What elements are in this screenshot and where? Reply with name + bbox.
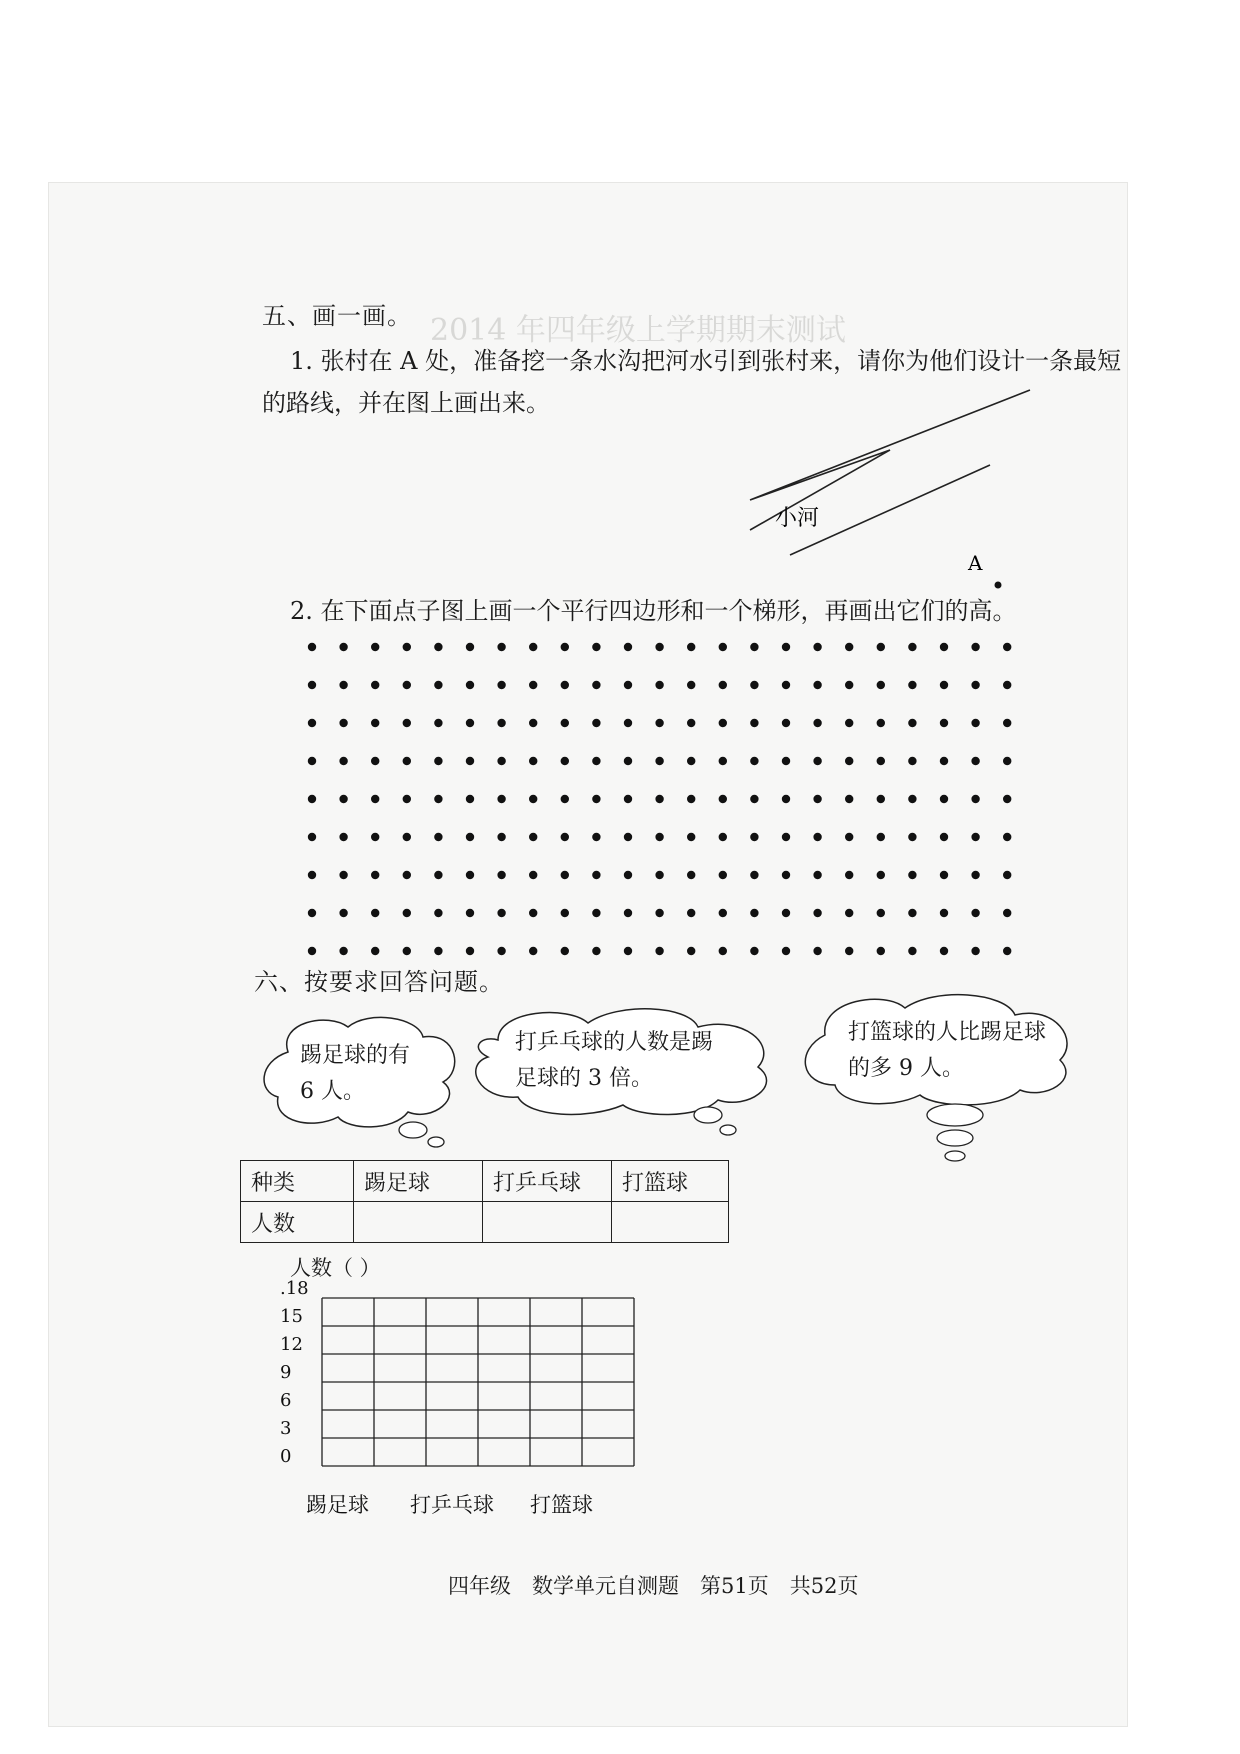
grid-dot [719,909,727,917]
page-footer: 四年级 数学单元自测题 第51页 共52页 [448,1574,859,1598]
grid-dot [655,643,663,651]
grid-dot [877,681,885,689]
grid-dot [813,871,821,879]
grid-dot [371,795,379,803]
grid-dot [466,795,474,803]
grid-dot [971,947,979,955]
grid-dot [719,681,727,689]
grid-dot [687,909,695,917]
section-6-title: 六、按要求回答问题。 [254,968,504,996]
grid-dot [845,795,853,803]
grid-dot [687,757,695,765]
grid-dot [561,681,569,689]
grid-dot [1003,833,1011,841]
grid-dot [561,833,569,841]
grid-dot [497,719,505,727]
grid-dot [750,643,758,651]
grid-dot [782,947,790,955]
table-row [241,1202,729,1243]
grid-dot [529,909,537,917]
grid-dot [497,909,505,917]
grid-dot [529,947,537,955]
grid-dot [371,681,379,689]
river-label: 小河 [775,506,820,531]
grid-dot [434,643,442,651]
grid-dot [308,795,316,803]
table-header-cell: 打乒乓球 [483,1161,612,1202]
grid-dot [497,871,505,879]
grid-dot [403,795,411,803]
grid-dot [845,833,853,841]
grid-dot [813,757,821,765]
grid-dot [971,681,979,689]
grid-dot [624,643,632,651]
grid-dot [592,643,600,651]
y-tick-label: 6 [280,1390,292,1411]
grid-dot [719,719,727,727]
grid-dot [371,757,379,765]
grid-dot [655,909,663,917]
grid-dot [813,909,821,917]
grid-dot [371,871,379,879]
grid-dot [845,643,853,651]
grid-dot [750,681,758,689]
answer-cell-football[interactable] [354,1202,483,1243]
grid-dot [655,681,663,689]
grid-dot [466,833,474,841]
table-header-cell: 种类 [241,1161,354,1202]
grid-dot [813,719,821,727]
grid-dot [466,757,474,765]
grid-dot [1003,909,1011,917]
grid-dot [371,947,379,955]
grid-dot [529,833,537,841]
grid-dot [940,909,948,917]
grid-dot [877,871,885,879]
grid-dot [403,947,411,955]
grid-dot [782,795,790,803]
grid-dot [908,643,916,651]
grid-dot [845,909,853,917]
table-header-row [241,1161,729,1202]
grid-dot [592,833,600,841]
y-tick-label: .18 [280,1278,309,1299]
grid-dot [308,947,316,955]
grid-dot [434,947,442,955]
y-tick-label: 3 [280,1418,292,1439]
section-5-title: 五、画一画。 [262,302,412,330]
grid-dot [1003,871,1011,879]
y-tick-label: 0 [280,1446,292,1467]
grid-dot [940,947,948,955]
grid-dot [813,833,821,841]
grid-dot [339,757,347,765]
grid-dot [719,757,727,765]
grid-dot [561,871,569,879]
bar-chart[interactable] [270,1278,650,1530]
grid-dot [719,871,727,879]
bubble-1-text: 踢足球的有 6 人。 [300,1043,411,1104]
grid-dot [877,719,885,727]
grid-dot [687,871,695,879]
grid-dot [813,795,821,803]
grid-dot [403,643,411,651]
grid-dot [750,719,758,727]
grid-dot [655,871,663,879]
grid-dot [813,947,821,955]
grid-dot [655,719,663,727]
grid-dot [466,643,474,651]
grid-dot [877,947,885,955]
y-tick-label: 15 [280,1306,303,1327]
grid-dot [624,681,632,689]
grid-dot [592,681,600,689]
grid-dot [908,757,916,765]
grid-dot [403,719,411,727]
grid-dot [940,681,948,689]
grid-dot [687,643,695,651]
y-tick-label: 9 [280,1362,292,1383]
grid-dot [339,871,347,879]
grid-dot [655,947,663,955]
grid-dot [434,795,442,803]
grid-dot [940,719,948,727]
grid-dot [529,757,537,765]
grid-dot [434,833,442,841]
grid-dot [592,947,600,955]
grid-dot [908,947,916,955]
grid-dot [339,947,347,955]
bubble-2-text: 打乒乓球的人数是踢足球的 3 倍。 [515,1030,714,1091]
grid-dot [624,947,632,955]
grid-dot [624,757,632,765]
grid-dot [719,947,727,955]
grid-dot [308,871,316,879]
grid-dot [339,643,347,651]
grid-dot [687,681,695,689]
grid-dot [371,719,379,727]
grid-dot [940,871,948,879]
bleed-through-text: 2014 年四年级上学期期末测试 [430,313,846,348]
grid-dot [339,795,347,803]
grid-dot [971,719,979,727]
grid-dot [624,795,632,803]
grid-dot [592,719,600,727]
grid-dot [813,681,821,689]
grid-dot [339,681,347,689]
grid-dot [497,833,505,841]
grid-dot [877,643,885,651]
grid-dot [497,795,505,803]
grid-dot [908,909,916,917]
grid-dot [308,909,316,917]
grid-dot [719,795,727,803]
grid-dot [908,833,916,841]
grid-dot [908,871,916,879]
grid-dot [497,947,505,955]
grid-dot [561,795,569,803]
grid-dot [782,757,790,765]
grid-dot [339,833,347,841]
grid-dot [877,833,885,841]
grid-dot [624,909,632,917]
grid-dot [845,947,853,955]
answer-cell-pingpong[interactable] [483,1202,612,1243]
grid-dot [371,643,379,651]
grid-dot [403,757,411,765]
table-header-cell: 踢足球 [354,1161,483,1202]
grid-dot [339,909,347,917]
question-2-text: 2. 在下面点子图上画一个平行四边形和一个梯形，再画出它们的高。 [290,597,1017,625]
grid-dot [908,681,916,689]
grid-dot [466,947,474,955]
grid-dot [1003,795,1011,803]
grid-dot [466,719,474,727]
grid-dot [971,833,979,841]
grid-dot [845,757,853,765]
grid-dot [719,833,727,841]
grid-dot [782,681,790,689]
river-bank-lower [790,465,990,555]
grid-dot [529,643,537,651]
dot-grid[interactable] [300,635,1040,955]
grid-dot [877,909,885,917]
grid-dot [782,719,790,727]
grid-dot [845,681,853,689]
grid-dot [940,833,948,841]
grid-dot [782,833,790,841]
grid-dot [529,871,537,879]
grid-dot [971,643,979,651]
grid-dot [308,681,316,689]
grid-dot [403,833,411,841]
grid-dot [308,757,316,765]
question-1-text: 1. 张村在 A 处，准备挖一条水沟把河水引到张村来，请你为他们设计一条最短的路线，并在图上画出来。 [262,347,1122,417]
grid-dot [529,719,537,727]
grid-dot [466,909,474,917]
grid-dot [655,833,663,841]
grid-dot [877,757,885,765]
x-category-label: 踢足球 [306,1493,369,1517]
grid-dot [466,681,474,689]
grid-dot [1003,757,1011,765]
grid-dot [561,757,569,765]
grid-dot [434,871,442,879]
grid-dot [750,947,758,955]
grid-dot [750,757,758,765]
grid-dot [434,719,442,727]
grid-dot [339,719,347,727]
answer-cell-basketball[interactable] [612,1202,729,1243]
grid-dot [687,719,695,727]
grid-dot [940,643,948,651]
grid-dot [561,719,569,727]
grid-dot [561,947,569,955]
grid-dot [624,719,632,727]
grid-dot [845,719,853,727]
grid-dot [592,909,600,917]
grid-dot [655,757,663,765]
grid-dot [971,757,979,765]
grid-dot [592,795,600,803]
river-diagram [730,380,1060,600]
grid-dot [308,833,316,841]
point-a-dot [995,582,1002,589]
grid-dot [1003,719,1011,727]
grid-dot [529,795,537,803]
grid-dot [434,681,442,689]
grid-dot [561,909,569,917]
grid-dot [434,757,442,765]
grid-dot [782,643,790,651]
grid-dot [877,795,885,803]
grid-dot [750,795,758,803]
bubble-3-text: 打篮球的人比踢足球的多 9 人。 [848,1020,1047,1081]
grid-dot [497,643,505,651]
grid-dot [403,909,411,917]
grid-dot [592,757,600,765]
grid-dot [371,833,379,841]
grid-dot [466,871,474,879]
grid-dot [908,719,916,727]
grid-dot [940,795,948,803]
point-a-label: A [968,551,983,575]
grid-dot [624,833,632,841]
grid-dot [750,833,758,841]
grid-dot [908,795,916,803]
grid-dot [655,795,663,803]
grid-dot [687,795,695,803]
grid-dot [592,871,600,879]
x-category-label: 打乒乓球 [410,1493,494,1517]
grid-dot [782,871,790,879]
grid-dot [813,643,821,651]
grid-dot [845,871,853,879]
table-header-cell: 打篮球 [612,1161,729,1202]
grid-dot [971,909,979,917]
grid-dot [561,643,569,651]
table-row-label: 人数 [241,1202,354,1243]
grid-dot [624,871,632,879]
sports-count-table [240,1160,729,1243]
grid-dot [971,871,979,879]
grid-dot [1003,947,1011,955]
grid-dot [1003,643,1011,651]
grid-dot [687,833,695,841]
grid-dot [529,681,537,689]
grid-dot [1003,681,1011,689]
grid-dot [687,947,695,955]
grid-dot [403,681,411,689]
grid-dot [719,643,727,651]
grid-dot [403,871,411,879]
chart-y-label: 人数（ ） [290,1256,381,1280]
grid-dot [308,719,316,727]
grid-dot [308,643,316,651]
grid-dot [371,909,379,917]
grid-dot [497,757,505,765]
grid-dot [971,795,979,803]
grid-dot [497,681,505,689]
grid-dot [940,757,948,765]
grid-dot [750,871,758,879]
grid-dot [782,909,790,917]
x-category-label: 打篮球 [530,1493,593,1517]
grid-dot [750,909,758,917]
y-tick-label: 12 [280,1334,303,1355]
grid-dot [434,909,442,917]
